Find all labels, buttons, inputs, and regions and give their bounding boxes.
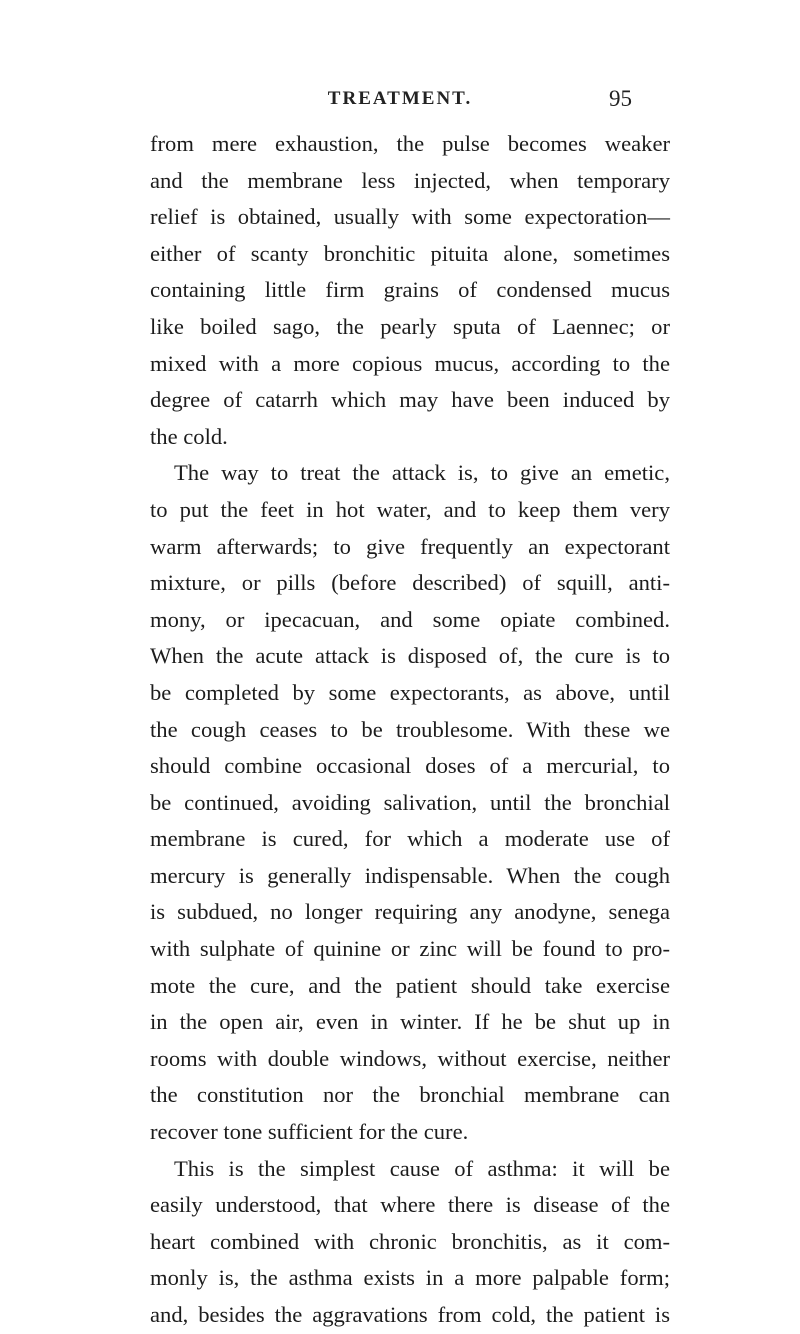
text-line: from mere exhaustion, the pulse becomes weaker: [150, 131, 670, 156]
running-head: [0, 88, 800, 118]
text-line: mercury is generally indispensable. When the cough: [150, 862, 670, 888]
text-line: When the acute attack is disposed of, the cure is to: [150, 643, 670, 669]
text-line: to put the feet in hot water, and to keep them very: [150, 496, 670, 522]
text-line: warm afterwards; to give frequently an expectorant: [150, 533, 670, 559]
paragraph: [150, 126, 670, 455]
text-line: recover tone sufficient for the cure.: [150, 1119, 469, 1145]
text-line: relief is obtained, usually with some expectoration—: [150, 204, 670, 230]
body-text: [150, 126, 670, 1334]
text-line: The way to treat the attack is, to give an emetic,: [174, 460, 670, 486]
text-line: either of scanty bronchitic pituita alone, sometimes: [150, 240, 670, 266]
text-line: easily understood, that where there is disease of the: [150, 1192, 670, 1218]
text-line: in the open air, even in winter. If he be shut up in: [150, 1009, 670, 1035]
running-title: TREATMENT.: [327, 88, 473, 109]
text-line: the constitution nor the bronchial membrane can: [150, 1082, 670, 1108]
paragraph: [150, 455, 670, 1150]
text-line: like boiled sago, the pearly sputa of Laennec; or: [150, 313, 670, 339]
text-line: mote the cure, and the patient should take exercise: [150, 972, 670, 998]
text-line: should combine occasional doses of a mercurial, to: [150, 753, 670, 779]
text-line: mony, or ipecacuan, and some opiate combined.: [150, 606, 670, 632]
text-line: and, besides the aggravations from cold, the patient is: [150, 1302, 670, 1327]
page-number: 95: [609, 86, 632, 111]
text-line: degree of catarrh which may have been induced by: [150, 387, 670, 413]
text-line: membrane is cured, for which a moderate use of: [150, 826, 670, 852]
text-line: monly is, the asthma exists in a more palpable form;: [150, 1265, 670, 1291]
text-line: heart combined with chronic bronchitis, as it com-: [150, 1228, 670, 1254]
text-line: containing little firm grains of condensed mucus: [150, 277, 670, 303]
text-line: mixture, or pills (before described) of squill, anti-: [150, 570, 670, 596]
text-line: be completed by some expectorants, as above, until: [150, 679, 670, 705]
paragraph: [150, 1151, 670, 1334]
text-line: and the membrane less injected, when temporary: [150, 167, 670, 193]
text-line: with sulphate of quinine or zinc will be found to pro-: [150, 936, 670, 962]
text-line: be continued, avoiding salivation, until the bronchial: [150, 789, 670, 815]
text-line: This is the simplest cause of asthma: it will be: [174, 1155, 670, 1181]
text-line: mixed with a more copious mucus, according to the: [150, 350, 670, 376]
text-line: the cold.: [150, 423, 228, 449]
text-line: is subdued, no longer requiring any anodyne, senega: [150, 899, 670, 925]
text-line: the cough ceases to be troublesome. With these we: [150, 716, 670, 742]
text-line: rooms with double windows, without exercise, neither: [150, 1045, 670, 1071]
